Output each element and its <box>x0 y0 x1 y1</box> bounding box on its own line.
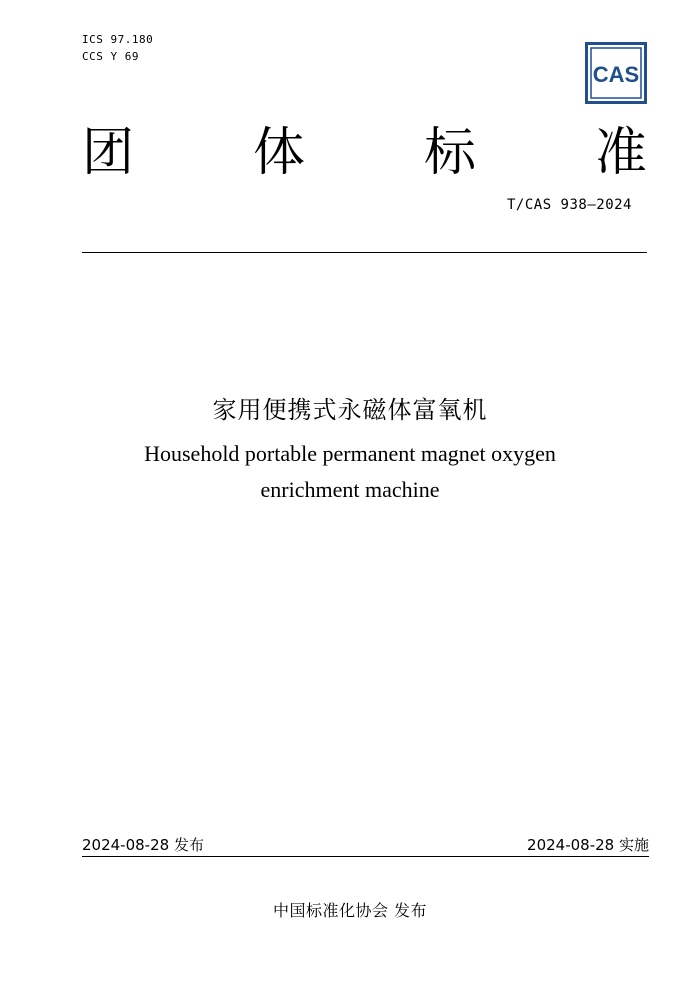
top-divider <box>82 252 647 253</box>
title-english-line1: Household portable permanent magnet oxygen <box>144 441 556 466</box>
standard-number: T/CAS 938—2024 <box>506 197 632 213</box>
bottom-divider <box>82 856 649 857</box>
ics-code: ICS 97.180 <box>82 33 154 46</box>
publish-date: 2024-08-28 发布 <box>82 836 204 854</box>
title-english <box>0 436 700 508</box>
category-char-1: 团 <box>82 123 135 183</box>
implement-date: 2024-08-28 实施 <box>527 836 649 854</box>
standard-category-title <box>82 122 647 184</box>
category-char-4: 准 <box>594 123 647 183</box>
category-char-3: 标 <box>423 123 476 183</box>
publisher: 中国标准化协会 发布 <box>272 901 428 920</box>
ccs-code: CCS Y 69 <box>82 50 139 63</box>
cas-logo <box>585 42 647 104</box>
title-chinese: 家用便携式永磁体富氧机 <box>212 396 488 424</box>
category-char-2: 体 <box>252 123 305 183</box>
title-english-line2: enrichment machine <box>260 477 440 502</box>
classification-codes <box>82 31 153 65</box>
cas-logo-text: CAS <box>592 62 640 87</box>
